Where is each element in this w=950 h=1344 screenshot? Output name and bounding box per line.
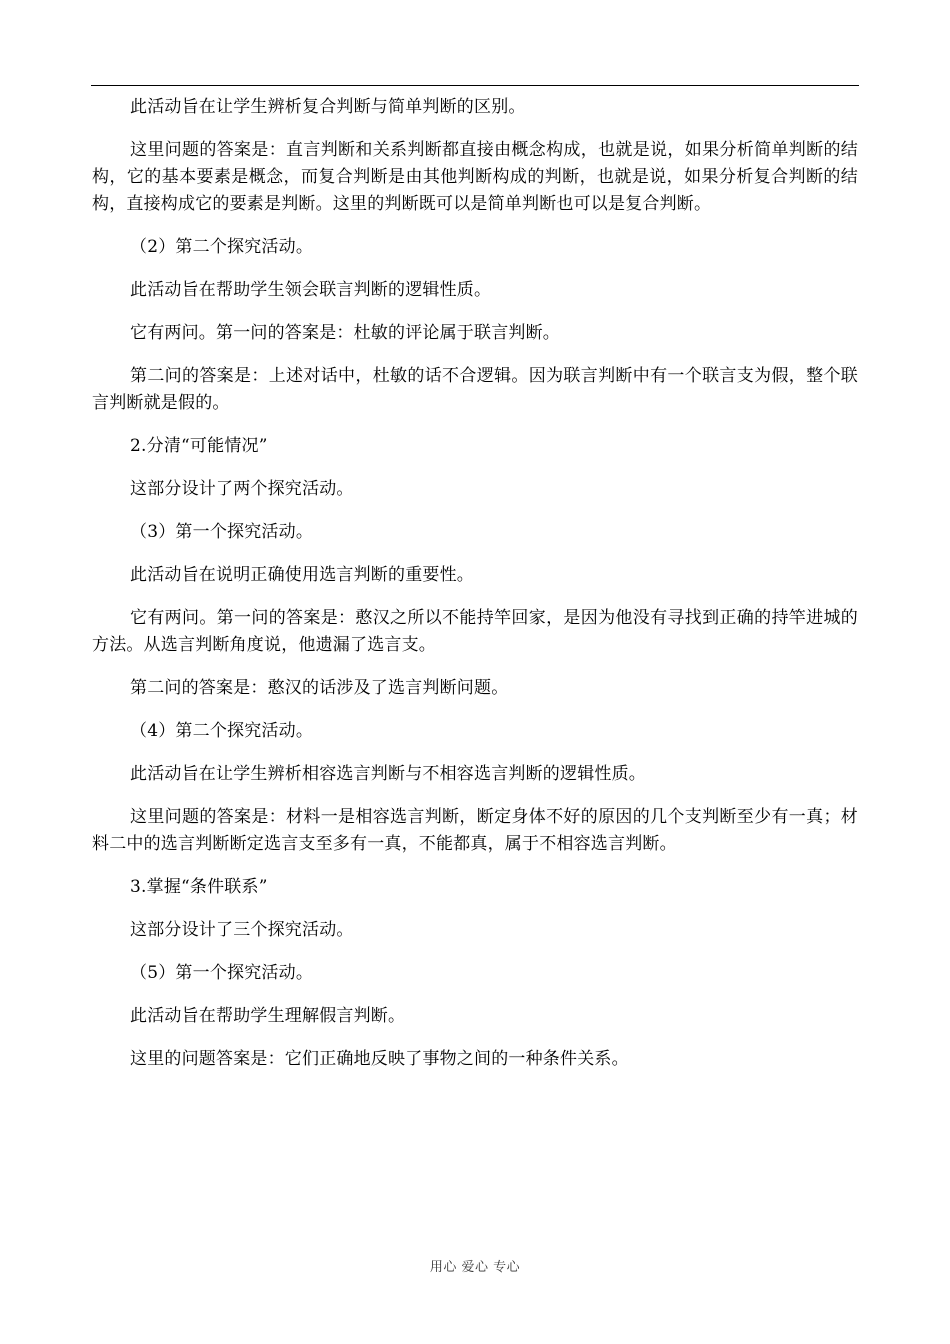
paragraph: 它有两问。第一问的答案是：憨汉之所以不能持竿回家，是因为他没有寻找到正确的持竿进城的方法。从选言判断角度说，他遗漏了选言支。 (92, 608, 858, 655)
header-rule (91, 85, 859, 86)
section-heading: 3.掌握“条件联系” (130, 877, 268, 897)
paragraph: 此活动旨在帮助学生领会联言判断的逻辑性质。 (130, 280, 492, 300)
paragraph: 第二问的答案是：憨汉的话涉及了选言判断问题。 (130, 678, 509, 698)
paragraph: 此活动旨在帮助学生理解假言判断。 (130, 1006, 406, 1026)
paragraph: 此活动旨在让学生辨析复合判断与简单判断的区别。 (130, 97, 526, 117)
section-heading: 2.分清“可能情况” (130, 436, 268, 456)
section-heading: （3）第一个探究活动。 (130, 522, 314, 542)
paragraph: 这部分设计了三个探究活动。 (130, 920, 354, 940)
paragraph: 第二问的答案是：上述对话中，杜敏的话不合逻辑。因为联言判断中有一个联言支为假，整个联言判断就是假的。 (92, 366, 858, 413)
section-heading: （4）第二个探究活动。 (130, 721, 314, 741)
paragraph: 此活动旨在让学生辨析相容选言判断与不相容选言判断的逻辑性质。 (130, 764, 646, 784)
paragraph: 它有两问。第一问的答案是：杜敏的评论属于联言判断。 (130, 323, 560, 343)
paragraph: 此活动旨在说明正确使用选言判断的重要性。 (130, 565, 474, 585)
section-heading: （5）第一个探究活动。 (130, 963, 314, 983)
paragraph: 这里的问题答案是：它们正确地反映了事物之间的一种条件关系。 (130, 1049, 629, 1069)
paragraph: 这里问题的答案是：直言判断和关系判断都直接由概念构成，也就是说，如果分析简单判断的结构，它的基本要素是概念，而复合判断是由其他判断构成的判断，也就是说，如果分析复合判断的结构，直接构成它的要素是判断。这里的判断既可以是简单判断也可以是复合判断。 (92, 140, 858, 214)
page-footer: 用心 爱心 专心 (429, 1260, 521, 1275)
document-body (92, 94, 858, 1089)
paragraph: 这部分设计了两个探究活动。 (130, 479, 354, 499)
section-heading: （2）第二个探究活动。 (130, 237, 314, 257)
paragraph: 这里问题的答案是：材料一是相容选言判断，断定身体不好的原因的几个支判断至少有一真；材料二中的选言判断断定选言支至多有一真，不能都真，属于不相容选言判断。 (92, 807, 858, 854)
